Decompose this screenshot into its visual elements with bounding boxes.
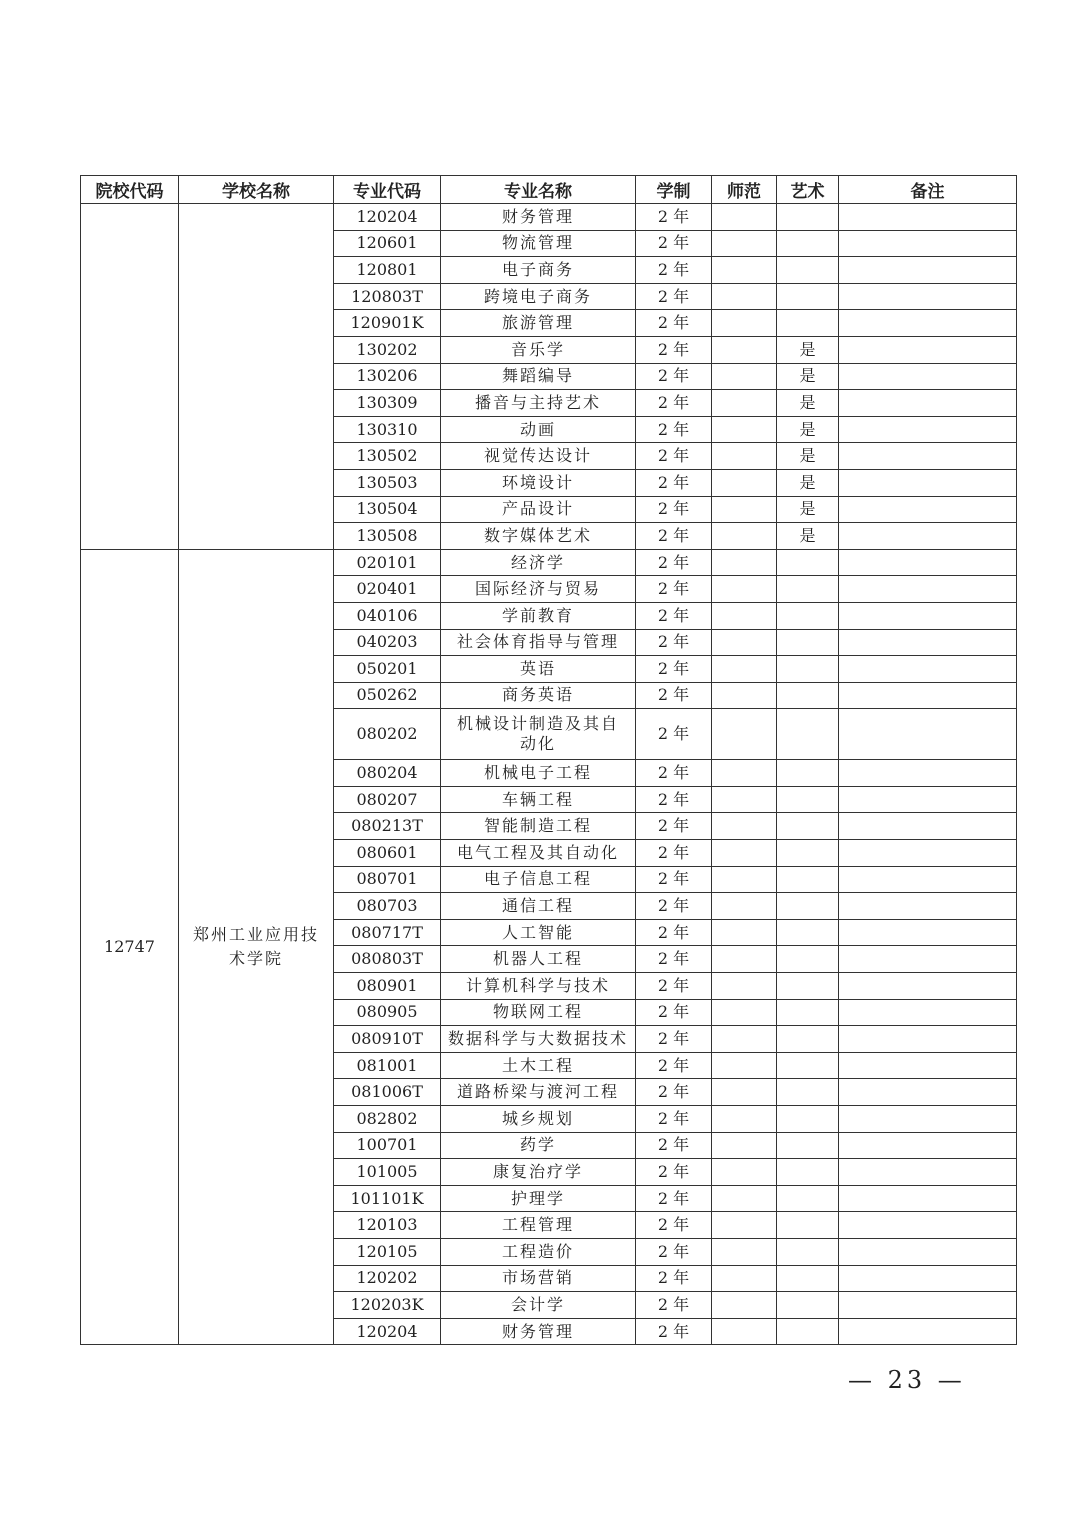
art-cell: 是 bbox=[777, 416, 839, 443]
art-cell bbox=[777, 629, 839, 656]
art-cell bbox=[777, 576, 839, 603]
teacher-training-cell bbox=[712, 1318, 777, 1345]
major-name-cell: 道路桥梁与渡河工程 bbox=[441, 1079, 636, 1106]
duration-cell: 2 年 bbox=[636, 496, 712, 523]
teacher-training-cell bbox=[712, 786, 777, 813]
notes-cell bbox=[839, 443, 1017, 470]
major-name-cell: 工程造价 bbox=[441, 1238, 636, 1265]
teacher-training-cell bbox=[712, 336, 777, 363]
duration-cell: 2 年 bbox=[636, 523, 712, 550]
major-code-cell: 120103 bbox=[334, 1212, 441, 1239]
duration-cell: 2 年 bbox=[636, 576, 712, 603]
art-cell: 是 bbox=[777, 390, 839, 417]
major-name-cell: 跨境电子商务 bbox=[441, 283, 636, 310]
major-name-cell: 康复治疗学 bbox=[441, 1159, 636, 1186]
major-name-cell: 城乡规划 bbox=[441, 1106, 636, 1133]
art-cell bbox=[777, 999, 839, 1026]
art-cell bbox=[777, 656, 839, 683]
notes-cell bbox=[839, 523, 1017, 550]
notes-cell bbox=[839, 786, 1017, 813]
major-code-cell: 080202 bbox=[334, 709, 441, 760]
notes-cell bbox=[839, 682, 1017, 709]
art-cell bbox=[777, 204, 839, 231]
art-cell bbox=[777, 1079, 839, 1106]
teacher-training-cell bbox=[712, 1052, 777, 1079]
art-cell bbox=[777, 1185, 839, 1212]
teacher-training-cell bbox=[712, 230, 777, 257]
duration-cell: 2 年 bbox=[636, 760, 712, 787]
major-code-cell: 050262 bbox=[334, 682, 441, 709]
duration-cell: 2 年 bbox=[636, 443, 712, 470]
art-cell bbox=[777, 602, 839, 629]
notes-cell bbox=[839, 866, 1017, 893]
duration-cell: 2 年 bbox=[636, 416, 712, 443]
duration-cell: 2 年 bbox=[636, 336, 712, 363]
art-cell bbox=[777, 1318, 839, 1345]
major-code-cell: 130503 bbox=[334, 469, 441, 496]
duration-cell: 2 年 bbox=[636, 1106, 712, 1133]
notes-cell bbox=[839, 973, 1017, 1000]
notes-cell bbox=[839, 1079, 1017, 1106]
notes-cell bbox=[839, 919, 1017, 946]
teacher-training-cell bbox=[712, 1026, 777, 1053]
major-name-cell: 物联网工程 bbox=[441, 999, 636, 1026]
art-cell bbox=[777, 1212, 839, 1239]
teacher-training-cell bbox=[712, 946, 777, 973]
art-cell bbox=[777, 760, 839, 787]
teacher-training-cell bbox=[712, 893, 777, 920]
notes-cell bbox=[839, 416, 1017, 443]
notes-cell bbox=[839, 656, 1017, 683]
major-name-cell: 工程管理 bbox=[441, 1212, 636, 1239]
major-code-cell: 130310 bbox=[334, 416, 441, 443]
notes-cell bbox=[839, 813, 1017, 840]
major-name-cell: 电子商务 bbox=[441, 257, 636, 284]
art-cell bbox=[777, 1292, 839, 1319]
teacher-training-cell bbox=[712, 760, 777, 787]
teacher-training-cell bbox=[712, 1079, 777, 1106]
duration-cell: 2 年 bbox=[636, 1052, 712, 1079]
major-code-cell: 080207 bbox=[334, 786, 441, 813]
major-name-cell: 计算机科学与技术 bbox=[441, 973, 636, 1000]
notes-cell bbox=[839, 1106, 1017, 1133]
duration-cell: 2 年 bbox=[636, 1238, 712, 1265]
notes-cell bbox=[839, 469, 1017, 496]
notes-cell bbox=[839, 1052, 1017, 1079]
major-code-cell: 080213T bbox=[334, 813, 441, 840]
notes-cell bbox=[839, 390, 1017, 417]
major-name-cell: 商务英语 bbox=[441, 682, 636, 709]
notes-cell bbox=[839, 1238, 1017, 1265]
notes-cell bbox=[839, 1026, 1017, 1053]
teacher-training-cell bbox=[712, 549, 777, 576]
duration-cell: 2 年 bbox=[636, 310, 712, 337]
teacher-training-cell bbox=[712, 973, 777, 1000]
major-code-cell: 050201 bbox=[334, 656, 441, 683]
school-name-cell: 郑州工业应用技术学院 bbox=[179, 549, 334, 1345]
major-name-cell: 产品设计 bbox=[441, 496, 636, 523]
teacher-training-cell bbox=[712, 416, 777, 443]
major-code-cell: 080701 bbox=[334, 866, 441, 893]
teacher-training-cell bbox=[712, 310, 777, 337]
duration-cell: 2 年 bbox=[636, 204, 712, 231]
major-code-cell: 120601 bbox=[334, 230, 441, 257]
major-code-cell: 080803T bbox=[334, 946, 441, 973]
duration-cell: 2 年 bbox=[636, 1318, 712, 1345]
art-cell bbox=[777, 813, 839, 840]
notes-cell bbox=[839, 760, 1017, 787]
notes-cell bbox=[839, 840, 1017, 867]
teacher-training-cell bbox=[712, 629, 777, 656]
teacher-training-cell bbox=[712, 283, 777, 310]
page-number: — 23 — bbox=[848, 1366, 966, 1394]
duration-cell: 2 年 bbox=[636, 973, 712, 1000]
major-name-cell: 会计学 bbox=[441, 1292, 636, 1319]
duration-cell: 2 年 bbox=[636, 1159, 712, 1186]
major-name-cell: 数字媒体艺术 bbox=[441, 523, 636, 550]
teacher-training-cell bbox=[712, 866, 777, 893]
major-name-cell: 人工智能 bbox=[441, 919, 636, 946]
teacher-training-cell bbox=[712, 390, 777, 417]
major-code-cell: 040203 bbox=[334, 629, 441, 656]
duration-cell: 2 年 bbox=[636, 1132, 712, 1159]
major-code-cell: 101005 bbox=[334, 1159, 441, 1186]
art-cell bbox=[777, 893, 839, 920]
major-code-cell: 080601 bbox=[334, 840, 441, 867]
header-duration: 学制 bbox=[636, 176, 712, 204]
major-name-cell: 智能制造工程 bbox=[441, 813, 636, 840]
major-name-cell: 通信工程 bbox=[441, 893, 636, 920]
major-code-cell: 120901K bbox=[334, 310, 441, 337]
notes-cell bbox=[839, 1292, 1017, 1319]
major-code-cell: 120204 bbox=[334, 204, 441, 231]
notes-cell bbox=[839, 1159, 1017, 1186]
art-cell: 是 bbox=[777, 336, 839, 363]
major-code-cell: 120203K bbox=[334, 1292, 441, 1319]
major-name-cell: 机械设计制造及其自动化 bbox=[441, 709, 636, 760]
major-name-cell: 舞蹈编导 bbox=[441, 363, 636, 390]
teacher-training-cell bbox=[712, 1238, 777, 1265]
major-code-cell: 120105 bbox=[334, 1238, 441, 1265]
teacher-training-cell bbox=[712, 1132, 777, 1159]
art-cell bbox=[777, 1159, 839, 1186]
major-code-cell: 020401 bbox=[334, 576, 441, 603]
major-code-cell: 120202 bbox=[334, 1265, 441, 1292]
art-cell bbox=[777, 946, 839, 973]
notes-cell bbox=[839, 257, 1017, 284]
major-name-cell: 车辆工程 bbox=[441, 786, 636, 813]
notes-cell bbox=[839, 283, 1017, 310]
teacher-training-cell bbox=[712, 443, 777, 470]
major-code-cell: 020101 bbox=[334, 549, 441, 576]
major-code-cell: 081006T bbox=[334, 1079, 441, 1106]
major-code-cell: 130202 bbox=[334, 336, 441, 363]
notes-cell bbox=[839, 1318, 1017, 1345]
header-teacher-training: 师范 bbox=[712, 176, 777, 204]
duration-cell: 2 年 bbox=[636, 1212, 712, 1239]
major-code-cell: 080905 bbox=[334, 999, 441, 1026]
teacher-training-cell bbox=[712, 919, 777, 946]
duration-cell: 2 年 bbox=[636, 840, 712, 867]
duration-cell: 2 年 bbox=[636, 283, 712, 310]
duration-cell: 2 年 bbox=[636, 390, 712, 417]
duration-cell: 2 年 bbox=[636, 919, 712, 946]
major-code-cell: 040106 bbox=[334, 602, 441, 629]
major-name-cell: 经济学 bbox=[441, 549, 636, 576]
art-cell bbox=[777, 840, 839, 867]
notes-cell bbox=[839, 946, 1017, 973]
teacher-training-cell bbox=[712, 1185, 777, 1212]
art-cell bbox=[777, 257, 839, 284]
major-code-cell: 120801 bbox=[334, 257, 441, 284]
notes-cell bbox=[839, 629, 1017, 656]
teacher-training-cell bbox=[712, 682, 777, 709]
major-name-cell: 药学 bbox=[441, 1132, 636, 1159]
major-name-cell: 财务管理 bbox=[441, 1318, 636, 1345]
duration-cell: 2 年 bbox=[636, 1265, 712, 1292]
table-body bbox=[81, 204, 1017, 1345]
major-code-cell: 080204 bbox=[334, 760, 441, 787]
major-code-cell: 100701 bbox=[334, 1132, 441, 1159]
program-table bbox=[80, 175, 1017, 1345]
notes-cell bbox=[839, 576, 1017, 603]
art-cell: 是 bbox=[777, 443, 839, 470]
major-name-cell: 电子信息工程 bbox=[441, 866, 636, 893]
duration-cell: 2 年 bbox=[636, 786, 712, 813]
art-cell: 是 bbox=[777, 523, 839, 550]
major-code-cell: 082802 bbox=[334, 1106, 441, 1133]
major-code-cell: 120204 bbox=[334, 1318, 441, 1345]
art-cell bbox=[777, 866, 839, 893]
teacher-training-cell bbox=[712, 999, 777, 1026]
teacher-training-cell bbox=[712, 496, 777, 523]
teacher-training-cell bbox=[712, 840, 777, 867]
teacher-training-cell bbox=[712, 576, 777, 603]
teacher-training-cell bbox=[712, 656, 777, 683]
duration-cell: 2 年 bbox=[636, 682, 712, 709]
major-name-cell: 社会体育指导与管理 bbox=[441, 629, 636, 656]
art-cell: 是 bbox=[777, 363, 839, 390]
teacher-training-cell bbox=[712, 469, 777, 496]
notes-cell bbox=[839, 602, 1017, 629]
notes-cell bbox=[839, 709, 1017, 760]
table-row bbox=[81, 204, 1017, 231]
major-name-cell: 护理学 bbox=[441, 1185, 636, 1212]
teacher-training-cell bbox=[712, 1212, 777, 1239]
major-code-cell: 101101K bbox=[334, 1185, 441, 1212]
header-art: 艺术 bbox=[777, 176, 839, 204]
notes-cell bbox=[839, 496, 1017, 523]
notes-cell bbox=[839, 1265, 1017, 1292]
major-name-cell: 电气工程及其自动化 bbox=[441, 840, 636, 867]
major-name-cell: 物流管理 bbox=[441, 230, 636, 257]
duration-cell: 2 年 bbox=[636, 629, 712, 656]
notes-cell bbox=[839, 999, 1017, 1026]
art-cell bbox=[777, 1238, 839, 1265]
notes-cell bbox=[839, 310, 1017, 337]
notes-cell bbox=[839, 1132, 1017, 1159]
duration-cell: 2 年 bbox=[636, 1026, 712, 1053]
teacher-training-cell bbox=[712, 363, 777, 390]
duration-cell: 2 年 bbox=[636, 602, 712, 629]
notes-cell bbox=[839, 230, 1017, 257]
notes-cell bbox=[839, 1185, 1017, 1212]
duration-cell: 2 年 bbox=[636, 1292, 712, 1319]
header-school-name: 学校名称 bbox=[179, 176, 334, 204]
major-name-cell: 财务管理 bbox=[441, 204, 636, 231]
teacher-training-cell bbox=[712, 1265, 777, 1292]
header-major-name: 专业名称 bbox=[441, 176, 636, 204]
duration-cell: 2 年 bbox=[636, 257, 712, 284]
major-name-cell: 土木工程 bbox=[441, 1052, 636, 1079]
art-cell: 是 bbox=[777, 496, 839, 523]
duration-cell: 2 年 bbox=[636, 656, 712, 683]
header-notes: 备注 bbox=[839, 176, 1017, 204]
teacher-training-cell bbox=[712, 1292, 777, 1319]
duration-cell: 2 年 bbox=[636, 709, 712, 760]
major-code-cell: 081001 bbox=[334, 1052, 441, 1079]
major-name-cell: 学前教育 bbox=[441, 602, 636, 629]
major-code-cell: 130508 bbox=[334, 523, 441, 550]
teacher-training-cell bbox=[712, 204, 777, 231]
major-code-cell: 080703 bbox=[334, 893, 441, 920]
teacher-training-cell bbox=[712, 709, 777, 760]
duration-cell: 2 年 bbox=[636, 230, 712, 257]
major-code-cell: 120803T bbox=[334, 283, 441, 310]
major-code-cell: 080910T bbox=[334, 1026, 441, 1053]
major-name-cell: 音乐学 bbox=[441, 336, 636, 363]
major-name-cell: 机器人工程 bbox=[441, 946, 636, 973]
duration-cell: 2 年 bbox=[636, 946, 712, 973]
art-cell bbox=[777, 310, 839, 337]
major-name-cell: 市场营销 bbox=[441, 1265, 636, 1292]
teacher-training-cell bbox=[712, 523, 777, 550]
major-name-cell: 国际经济与贸易 bbox=[441, 576, 636, 603]
notes-cell bbox=[839, 549, 1017, 576]
teacher-training-cell bbox=[712, 813, 777, 840]
duration-cell: 2 年 bbox=[636, 813, 712, 840]
major-name-cell: 动画 bbox=[441, 416, 636, 443]
art-cell bbox=[777, 709, 839, 760]
major-name-cell: 旅游管理 bbox=[441, 310, 636, 337]
major-name-cell: 数据科学与大数据技术 bbox=[441, 1026, 636, 1053]
notes-cell bbox=[839, 893, 1017, 920]
notes-cell bbox=[839, 1212, 1017, 1239]
art-cell: 是 bbox=[777, 469, 839, 496]
art-cell bbox=[777, 973, 839, 1000]
major-code-cell: 080717T bbox=[334, 919, 441, 946]
major-code-cell: 130504 bbox=[334, 496, 441, 523]
notes-cell bbox=[839, 204, 1017, 231]
art-cell bbox=[777, 1026, 839, 1053]
duration-cell: 2 年 bbox=[636, 893, 712, 920]
art-cell bbox=[777, 283, 839, 310]
art-cell bbox=[777, 549, 839, 576]
school-code-cell bbox=[81, 204, 179, 550]
art-cell bbox=[777, 786, 839, 813]
duration-cell: 2 年 bbox=[636, 549, 712, 576]
header-row bbox=[81, 176, 1017, 204]
header-major-code: 专业代码 bbox=[334, 176, 441, 204]
notes-cell bbox=[839, 363, 1017, 390]
major-code-cell: 130206 bbox=[334, 363, 441, 390]
school-code-cell: 12747 bbox=[81, 549, 179, 1345]
header-school-code: 院校代码 bbox=[81, 176, 179, 204]
major-name-cell: 机械电子工程 bbox=[441, 760, 636, 787]
major-name-cell: 环境设计 bbox=[441, 469, 636, 496]
major-name-cell: 播音与主持艺术 bbox=[441, 390, 636, 417]
art-cell bbox=[777, 1106, 839, 1133]
school-name-cell bbox=[179, 204, 334, 550]
teacher-training-cell bbox=[712, 257, 777, 284]
table-row bbox=[81, 549, 1017, 576]
major-code-cell: 130309 bbox=[334, 390, 441, 417]
major-code-cell: 130502 bbox=[334, 443, 441, 470]
art-cell bbox=[777, 682, 839, 709]
notes-cell bbox=[839, 336, 1017, 363]
major-name-cell: 英语 bbox=[441, 656, 636, 683]
teacher-training-cell bbox=[712, 1106, 777, 1133]
teacher-training-cell bbox=[712, 602, 777, 629]
major-code-cell: 080901 bbox=[334, 973, 441, 1000]
art-cell bbox=[777, 919, 839, 946]
duration-cell: 2 年 bbox=[636, 469, 712, 496]
art-cell bbox=[777, 230, 839, 257]
duration-cell: 2 年 bbox=[636, 1079, 712, 1106]
duration-cell: 2 年 bbox=[636, 1185, 712, 1212]
duration-cell: 2 年 bbox=[636, 363, 712, 390]
art-cell bbox=[777, 1052, 839, 1079]
duration-cell: 2 年 bbox=[636, 999, 712, 1026]
art-cell bbox=[777, 1132, 839, 1159]
teacher-training-cell bbox=[712, 1159, 777, 1186]
duration-cell: 2 年 bbox=[636, 866, 712, 893]
major-name-cell: 视觉传达设计 bbox=[441, 443, 636, 470]
art-cell bbox=[777, 1265, 839, 1292]
